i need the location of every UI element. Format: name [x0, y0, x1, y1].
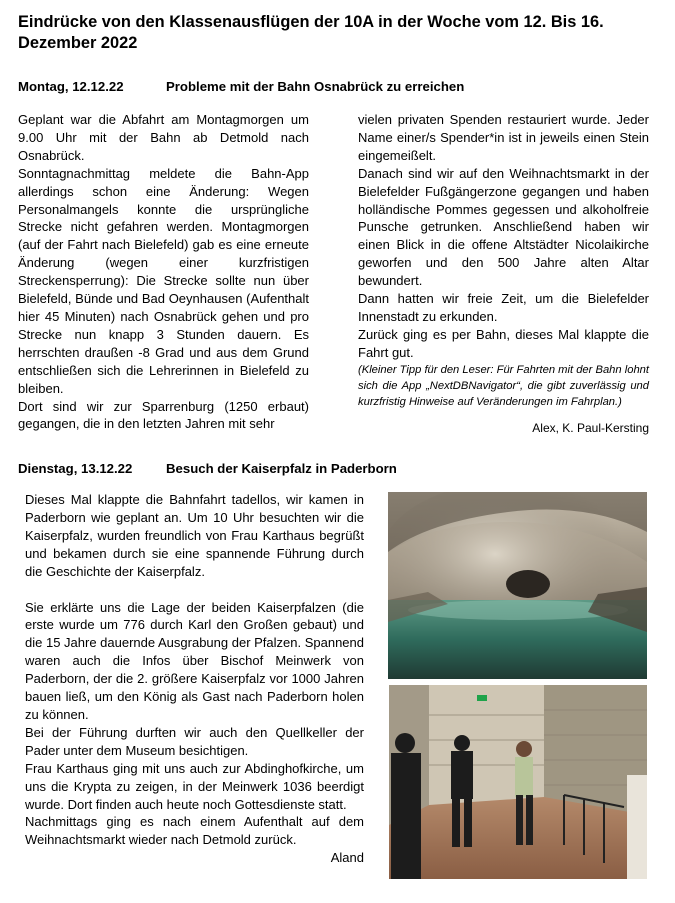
- day2-signature: Aland: [330, 850, 364, 866]
- day1-signature: Alex, K. Paul-Kersting: [532, 421, 649, 436]
- day2-header: [18, 461, 658, 477]
- day2-paragraph: Frau Karthaus ging mit uns auch zur Abdinghofkirche, um uns die Krypta zu zeigen, in der Meinwerk 1036 beerdigt wurde. Dort finden auch heute noch Gottesdienste statt.: [25, 760, 364, 812]
- day1-date: Montag, 12.12.22: [18, 79, 124, 94]
- day1-heading: Probleme mit der Bahn Osnabrück zu erreichen: [166, 79, 465, 94]
- day1-paragraph: vielen privaten Spenden restauriert wurde. Jeder Name einer/s Spender*in ist in jeweils einen Stein eingemeißelt.: [358, 112, 649, 163]
- day1-header: [18, 79, 658, 95]
- day1-right-column: [358, 111, 649, 438]
- day2-date: Dienstag, 13.12.22: [18, 461, 133, 476]
- page-title: Eindrücke von den Klassenausflügen der 10A in der Woche vom 12. Bis 16. Dezember 2022: [18, 13, 604, 52]
- day2-column: [25, 491, 364, 867]
- day1-tip: (Kleiner Tipp für den Leser: Für Fahrten mit der Bahn lohnt sich die App „NextDBNavigator“, die gibt zuverlässig und kurzfristig Hinweise auf Veränderungen im Fahrplan.): [358, 363, 649, 409]
- day1-paragraph: Sonntagnachmittag meldete die Bahn-App allerdings schon eine Änderung: Wegen Personalmangels konnte die ursprüngliche Strecke nicht gefahren werden. Montagmorgen (auf der Fahrt nach Bielefeld) gab es eine erneute Änderung (wegen einer kurzfristigen Streckensperrung): Die Strecke sollte nun über Bielefeld, Bünde und Bad Oeynhausen (Aufenthalt hier 45 Minuten) nach Osnabrück gehen und pro Strecke nun knapp 3 Stunden dauern. Es herrschten draußen -8 Grad und aus dem Grund entschließen sich die Lehrerinnen in Bielefeld zu bleiben.: [18, 165, 309, 396]
- day2-paragraph: Dieses Mal klappte die Bahnfahrt tadellos, wir kamen in Paderborn wie geplant an. Um 10 Uhr besuchten wir die Kaiserpfalz, wurden freundlich von Frau Karthaus begrüßt und bekamen durch sie eine spannende Führung durch die Geschichte der Kaiserpfalz.: [25, 492, 364, 579]
- exit-sign: [477, 695, 487, 701]
- photo-spring-cellar: [388, 492, 647, 679]
- day1-paragraph: Zurück ging es per Bahn, dieses Mal klappte die Fahrt gut.: [358, 326, 649, 360]
- day2-paragraph: Bei der Führung durften wir auch den Quellkeller der Pader unter dem Museum besichtigen.: [25, 724, 364, 758]
- day1-left-column: [18, 111, 309, 433]
- day1-paragraph: Geplant war die Abfahrt am Montagmorgen um 9.00 Uhr mit der Bahn ab Detmold nach Osnabrück.: [18, 112, 309, 163]
- photo-crypt: [389, 685, 647, 879]
- day1-paragraph: Dort sind wir zur Sparrenburg (1250 erbaut) gegangen, die in den letzten Jahren mit sehr: [18, 398, 309, 432]
- day1-paragraph: Danach sind wir auf den Weihnachtsmarkt in der Bielefelder Fußgängerzone gegangen und haben holländische Pommes gegessen und alkoholfreie Punsche getrunken. Anschließend haben wir einen Blick in die offene Altstädter Nicolaikirche geworfen und den 500 Jahre alten Altar bewundert.: [358, 165, 649, 289]
- day2-paragraph: Sie erklärte uns die Lage der beiden Kaiserpfalzen (die erste wurde um 776 durch Karl den Großen gebaut) und die 15 Jahre dauernde Ausgrabung der Pfalzen. Spannend waren auch die Infos über Bischof Meinwerk von Paderborn, der die 2. größere Kaiserpfalz vor 1000 Jahren bauen ließ, um den König als Gast nach Paderborn holen zu können.: [25, 599, 364, 722]
- day2-heading: Besuch der Kaiserpfalz in Paderborn: [166, 461, 397, 476]
- day1-paragraph: Dann hatten wir freie Zeit, um die Bielefelder Innenstadt zu erkunden.: [358, 291, 649, 324]
- day2-paragraph: Nachmittags ging es nach einem Aufenthalt auf dem Weihnachtsmarkt wieder nach Detmold zurück.: [25, 814, 364, 848]
